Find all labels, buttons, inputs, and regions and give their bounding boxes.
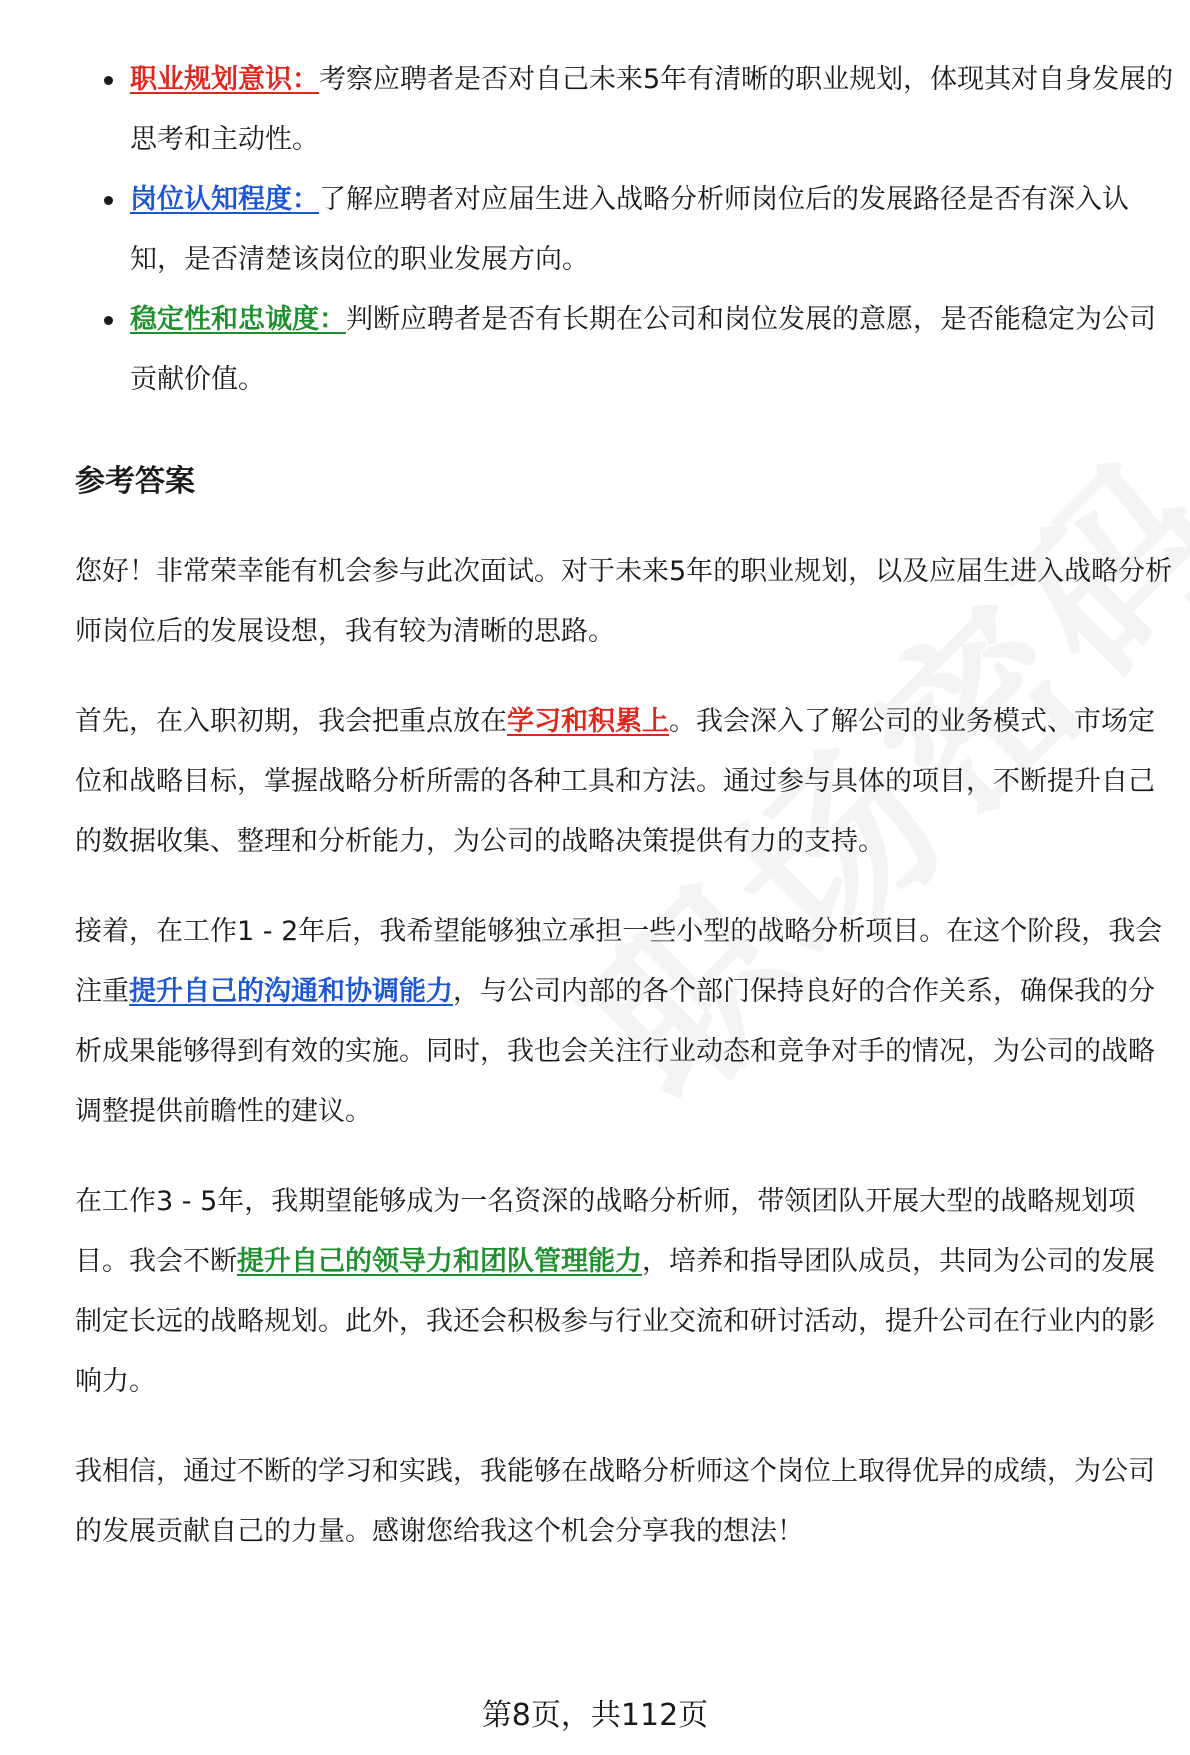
answer-paragraph-closing — [75, 1442, 1175, 1562]
criteria-list — [75, 50, 1175, 410]
criteria-text: 判断应聘者是否有长期在公司和岗位发展的意愿，是否能稳定为公司贡献价值。 — [130, 304, 1156, 395]
page-number: 第8页，共112页 — [481, 1698, 709, 1733]
section-title: 参考答案 — [75, 464, 195, 499]
paragraph-text: 接着，在工作1 - 2年后，我希望能够独立承担一些小型的战略分析项目。在这个阶段，我会注重 — [75, 916, 1163, 1007]
criteria-text: 了解应聘者对应届生进入战略分析师岗位后的发展路径是否有深入认知，是否清楚该岗位的职业发展方向。 — [130, 184, 1129, 275]
criteria-keyword: 职业规划意识： — [130, 64, 319, 95]
bullet-icon — [104, 196, 113, 205]
paragraph-text: 您好！非常荣幸能有机会参与此次面试。对于未来5年的职业规划，以及应届生进入战略分析师岗位后的发展设想，我有较为清晰的思路。 — [75, 556, 1173, 647]
paragraph-text: 在工作3 - 5年，我期望能够成为一名资深的战略分析师，带领团队开展大型的战略规划项目。我会不断 — [75, 1186, 1136, 1277]
answer-paragraph-intro — [75, 542, 1175, 662]
bullet-icon — [104, 316, 113, 325]
paragraph-highlight: 学习和积累上 — [507, 706, 669, 737]
paragraph-text: 首先，在入职初期，我会把重点放在 — [75, 706, 507, 737]
answer-paragraph-early-stage — [75, 692, 1175, 872]
criteria-keyword: 岗位认知程度： — [130, 184, 319, 215]
answer-paragraph-senior-stage — [75, 1172, 1175, 1412]
paragraph-text: 我相信，通过不断的学习和实践，我能够在战略分析师这个岗位上取得优异的成绩，为公司的发展贡献自己的力量。感谢您给我这个机会分享我的想法！ — [75, 1456, 1155, 1547]
criteria-text: 考察应聘者是否对自己未来5年有清晰的职业规划，体现其对自身发展的思考和主动性。 — [130, 64, 1174, 155]
criteria-item-role-awareness — [75, 170, 1175, 290]
paragraph-text: ，培养和指导团队成员，共同为公司的发展制定长远的战略规划。此外，我还会积极参与行业交流和研讨活动，提升公司在行业内的影响力。 — [75, 1246, 1155, 1397]
answer-paragraph-mid-stage — [75, 902, 1175, 1142]
paragraph-highlight: 提升自己的沟通和协调能力 — [129, 976, 453, 1007]
paragraph-text: 。我会深入了解公司的业务模式、市场定位和战略目标，掌握战略分析所需的各种工具和方法。通过参与具体的项目，不断提升自己的数据收集、整理和分析能力，为公司的战略决策提供有力的支持。 — [75, 706, 1155, 857]
criteria-keyword: 稳定性和忠诚度： — [130, 304, 346, 335]
criteria-item-stability — [75, 290, 1175, 410]
criteria-item-career-planning — [75, 50, 1175, 170]
bullet-icon — [104, 76, 113, 85]
page-content — [75, 50, 1175, 1562]
paragraph-highlight: 提升自己的领导力和团队管理能力 — [237, 1246, 642, 1277]
paragraph-text: ，与公司内部的各个部门保持良好的合作关系，确保我的分析成果能够得到有效的实施。同时，我也会关注行业动态和竞争对手的情况，为公司的战略调整提供前瞻性的建议。 — [75, 976, 1155, 1127]
